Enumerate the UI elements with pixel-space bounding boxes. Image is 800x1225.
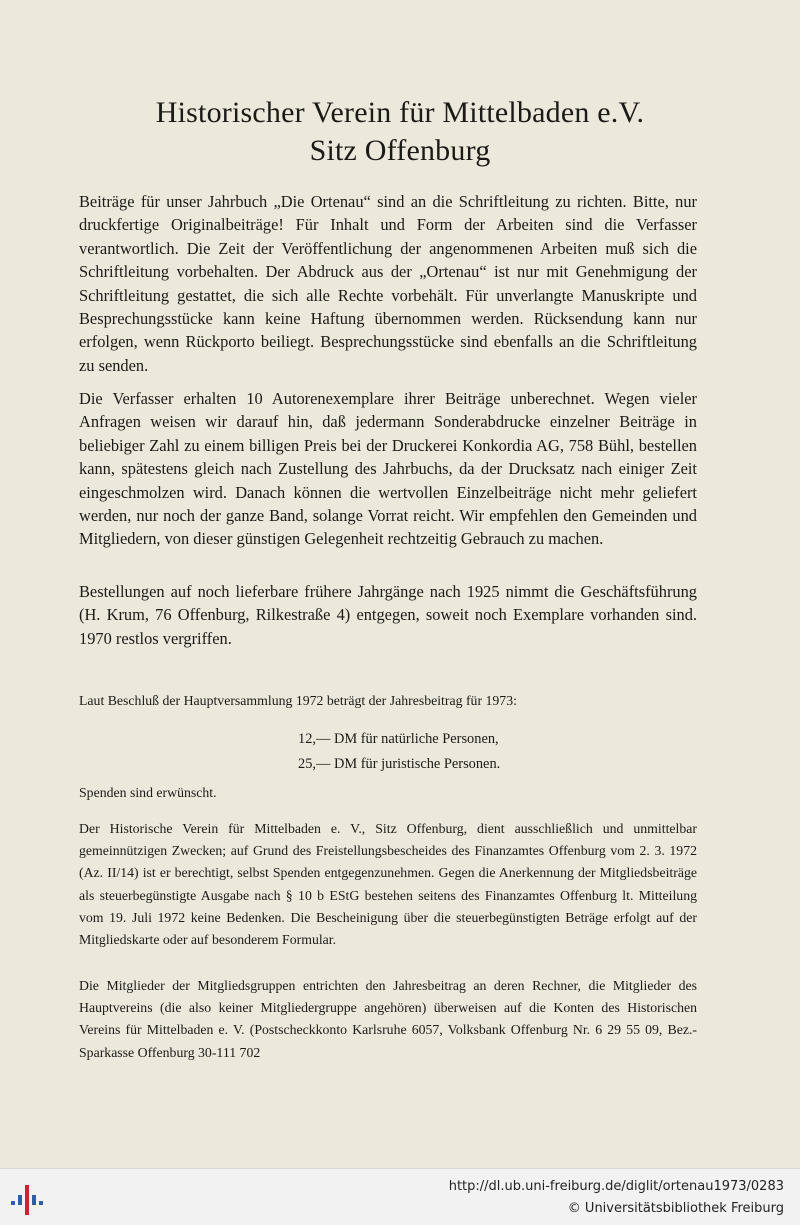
membership-payment-note: Die Mitglieder der Mitgliedsgruppen entrichten den Jahresbeitrag an deren Rechner, die Mitglieder des Hauptvereins (die also keiner Mitgliedergruppe angehören) überweisen auf die Konten des Historischen Vereins für Mittelbaden e. V. (Postscheckkonto Karlsruhe 6057, Volksbank Offenburg Nr. 6 29 55 09, Bez.-Sparkasse Offenburg 30-111 702 [79,978,697,1060]
fee-legal-persons: 25,— DM für juristische Personen. [298,756,501,772]
paragraph-author-copies: Die Verfasser erhalten 10 Autorenexemplare ihrer Beiträge unberechnet. Wegen vieler Anfragen weisen wir darauf hin, daß jedermann Sonderabdrucke einzelner Beiträge in beliebiger Zahl zu einem billigen Preis bei der Druckerei Konkordia AG, 758 Bühl, bestellen kann, spätestens gleich nach Zustellung des Jahrbuchs, da der Drucksatz nach einiger Zeit eingeschmolzen wird. Danach können die wertvollen Einzelbeiträge nicht mehr geliefert werden, nur noch der ganze Band, solange Vorrat reicht. Wir empfehlen den Gemeinden und Mitgliedern, von dieser günstigen Gelegenheit rechtzeitig Gebrauch zu machen. [79,389,697,549]
paragraph-back-issues: Bestellungen auf noch lieferbare frühere Jahrgänge nach 1925 nimmt die Geschäftsführung (H. Krum, 76 Offenburg, Rilkestraße 4) entgegen, soweit noch Exemplare vorhanden sind. 1970 restlos vergriffen. [79,582,697,648]
document-subtitle: Sitz Offenburg [309,134,491,167]
fee-natural-persons: 12,— DM für natürliche Personen, [298,731,499,747]
tax-exemption-note: Der Historische Verein für Mittelbaden e. V., Sitz Offenburg, dient ausschließlich und unmittelbar gemeinnützigen Zwecken; auf Grund des Freistellungsbescheides des Finanzamtes Offenburg vom 2. 3. 1972 (Az. II/14) ist er berechtigt, selbst Spenden entgegenzunehmen. Gegen die Anerkennung der Mitgliedsbeiträge als steuerbegünstigte Ausgabe nach § 10 b EStG bestehen seitens des Finanzamtes Offenburg lt. Mitteilung vom 19. Juli 1972 keine Bedenken. Die Bescheinigung über die steuerbegünstigten Beträge erfolgt auf der Mitgliedskarte oder auf besonderem Formular. [79,821,697,948]
donations-note: Spenden sind erwünscht. [79,785,217,800]
copyright-notice: © Universitätsbibliothek Freiburg [567,1201,784,1216]
source-url-link[interactable]: http://dl.ub.uni-freiburg.de/diglit/ortenau1973/0283 [448,1179,784,1194]
viewer-footer [0,1168,800,1225]
paragraph-submissions: Beiträge für unser Jahrbuch „Die Ortenau“ sind an die Schriftleitung zu richten. Bitte, nur druckfertige Originalbeiträge! Für Inhalt und Form der Arbeiten sind die Verfasser verantwortlich. Die Zeit der Veröffentlichung der angenommenen Arbeiten muß sich die Schriftleitung vorbehalten. Der Abdruck aus der „Ortenau“ ist nur mit Genehmigung der Schriftleitung gestattet, die sich alle Rechte vorbehält. Für unverlangte Manuskripte und Besprechungsstücke kann keine Haftung übernommen werden. Rücksendung kann nur erfolgen, wenn Rückporto beiliegt. Besprechungsstücke sind ebenfalls an die Schriftleitung zu senden. [79,192,697,375]
ub-freiburg-logo-icon[interactable] [8,1179,48,1219]
fee-intro: Laut Beschluß der Hauptversammlung 1972 beträgt der Jahresbeitrag für 1973: [79,693,517,708]
document-title: Historischer Verein für Mittelbaden e.V. [155,96,645,129]
